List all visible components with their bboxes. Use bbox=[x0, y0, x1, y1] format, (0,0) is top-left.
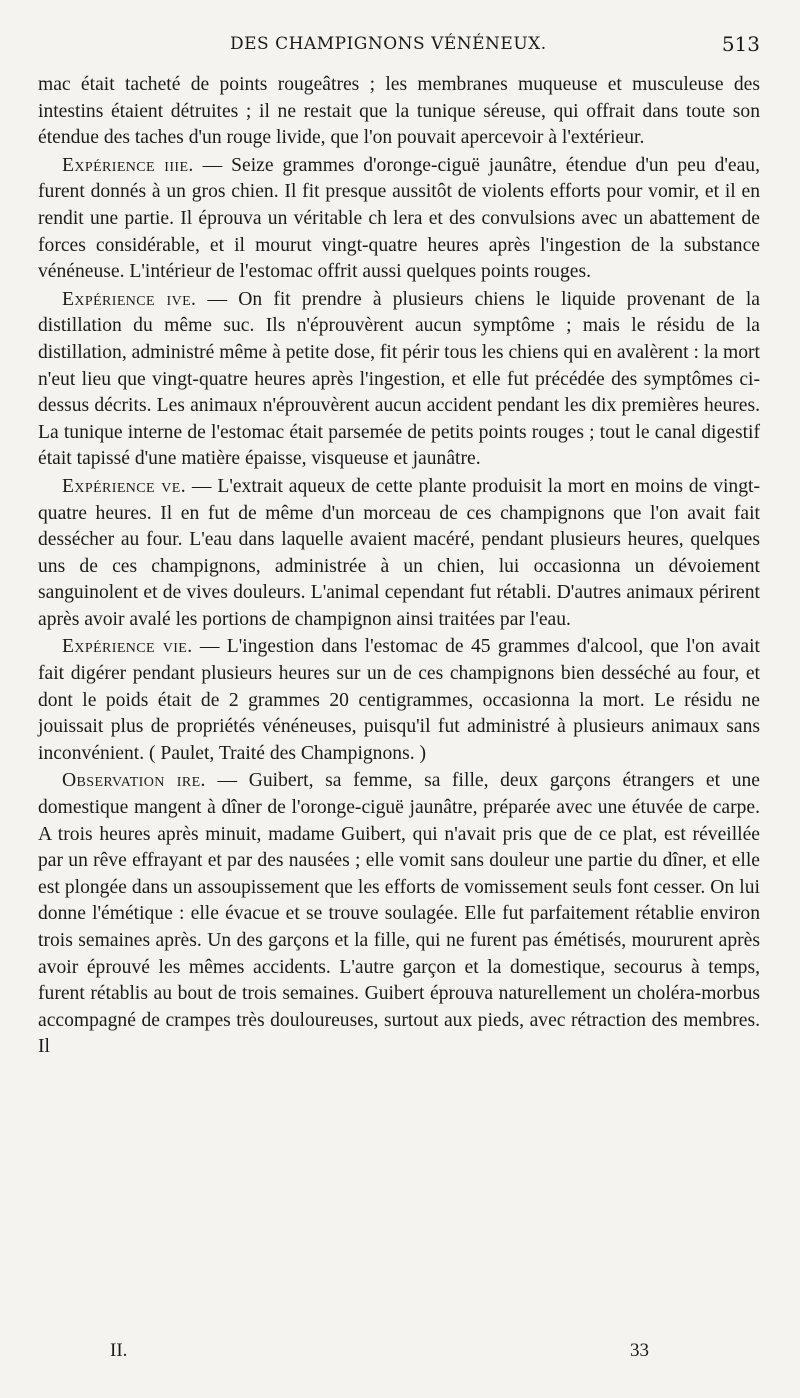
section-lead: Expérience iiie. bbox=[62, 154, 194, 176]
body-text bbox=[38, 72, 760, 1061]
paragraph-text: — L'ingestion dans l'estomac de 45 grammes d'alcool, que l'on avait fait digérer pendant plusieurs heures sur un de ces champignons bien desséché au four, et dont le poids était de 2 grammes 20 centigrammes, occasionna la mort. Le résidu ne jouissait plus de propriétés vénéneuses, puisqu'il fut administré à plusieurs animaux sans inconvénient. ( Paulet, Traité des Champignons. ) bbox=[38, 636, 760, 764]
paragraph-experience-4 bbox=[38, 287, 760, 473]
section-lead: Expérience ive. bbox=[62, 288, 197, 310]
section-lead: Observation ire. bbox=[62, 770, 206, 792]
sheet-number: 33 bbox=[630, 1340, 649, 1361]
paragraph-experience-5 bbox=[38, 474, 760, 634]
paragraph-continuation bbox=[38, 72, 760, 152]
paragraph-text: mac était tacheté de points rougeâtres ; les membranes muqueuse et musculeuse des intestins étaient détruites ; il ne restait que la tunique séreuse, qui offrait dans toute son étendue des taches d'un rouge livide, que l'on pouvait apercevoir à l'extérieur. bbox=[38, 74, 760, 149]
paragraph-text: — On fit prendre à plusieurs chiens le liquide provenant de la distillation du même suc. Ils n'éprouvèrent aucun symptôme ; mais le résidu de la distillation, administré même à petite dose, fit périr tous les chiens qui en avalèrent : la mort n'eut lieu que vingt-quatre heures après l'ingestion, et elle fut précédée des symptômes ci-dessus décrits. Les animaux n'éprouvèrent aucun accident pendant les dix premières heures. La tunique interne de l'estomac était parsemée de petits points rouges ; tout le canal digestif était tapissé d'une matière épaisse, visqueuse et jaunâtre. bbox=[38, 288, 760, 470]
page-footer bbox=[40, 1340, 760, 1370]
paragraph-experience-3 bbox=[38, 153, 760, 286]
paragraph-text: — Guibert, sa femme, sa fille, deux garçons étrangers et une domestique mangent à dîner de l'oronge-ciguë jaunâtre, préparée avec une étuvée de carpe. A trois heures après minuit, madame Guibert, qui n'avait pris que de ce plat, est réveillée par un rêve effrayant et par des nausées ; elle vomit sans douleur une partie du dîner, et elle est plongée dans un assoupissement que les efforts de vomissement seuls font cesser. On lui donne l'émétique : elle évacue et se trouve soulagée. Elle fut parfaitement rétablie environ trois semaines après. Un des garçons et la fille, qui ne furent pas émétisés, moururent après avoir éprouvé les mêmes accidents. L'autre garçon et la domestique, secourus à temps, furent rétablis au bout de trois semaines. Guibert éprouva naturellement un choléra-morbus accompagné de crampes très douloureuses, surtout aux pieds, avec rétraction des membres. Il bbox=[38, 770, 760, 1058]
section-lead: Expérience vie. bbox=[62, 636, 193, 658]
paragraph-experience-6 bbox=[38, 634, 760, 767]
page-header bbox=[40, 34, 760, 62]
page-number: 513 bbox=[721, 32, 760, 56]
paragraph-observation-1 bbox=[38, 768, 760, 1061]
section-lead: Expérience ve. bbox=[62, 475, 187, 497]
running-title: DES CHAMPIGNONS VÉNÉNEUX. bbox=[230, 34, 547, 54]
paragraph-text: — L'extrait aqueux de cette plante produisit la mort en moins de vingt-quatre heures. Il en fut de même d'un morceau de ces champignons que l'on avait fait dessécher au four. L'eau dans laquelle avaient macéré, pendant plusieurs heures, quelques uns de ces champignons, administrée à un chien, lui occasionna un dévoiement sanguinolent et de vives douleurs. L'animal cependant fut rétabli. D'autres animaux périrent après avoir avalé les portions de champignon ainsi traitées par l'eau. bbox=[38, 475, 760, 630]
paragraph-text: — Seize grammes d'oronge-ciguë jaunâtre, étendue d'un peu d'eau, furent donnés à un gros chien. Il fit presque aussitôt de violents efforts pour vomir, et il en rendit une partie. Il éprouva un véritable ch lera et des convulsions avec un abattement de forces considérable, et il mourut vingt-quatre heures après l'ingestion de la substance vénéneuse. L'intérieur de l'estomac offrit aussi quelques points rouges. bbox=[38, 154, 760, 283]
volume-signature: II. bbox=[110, 1340, 128, 1361]
